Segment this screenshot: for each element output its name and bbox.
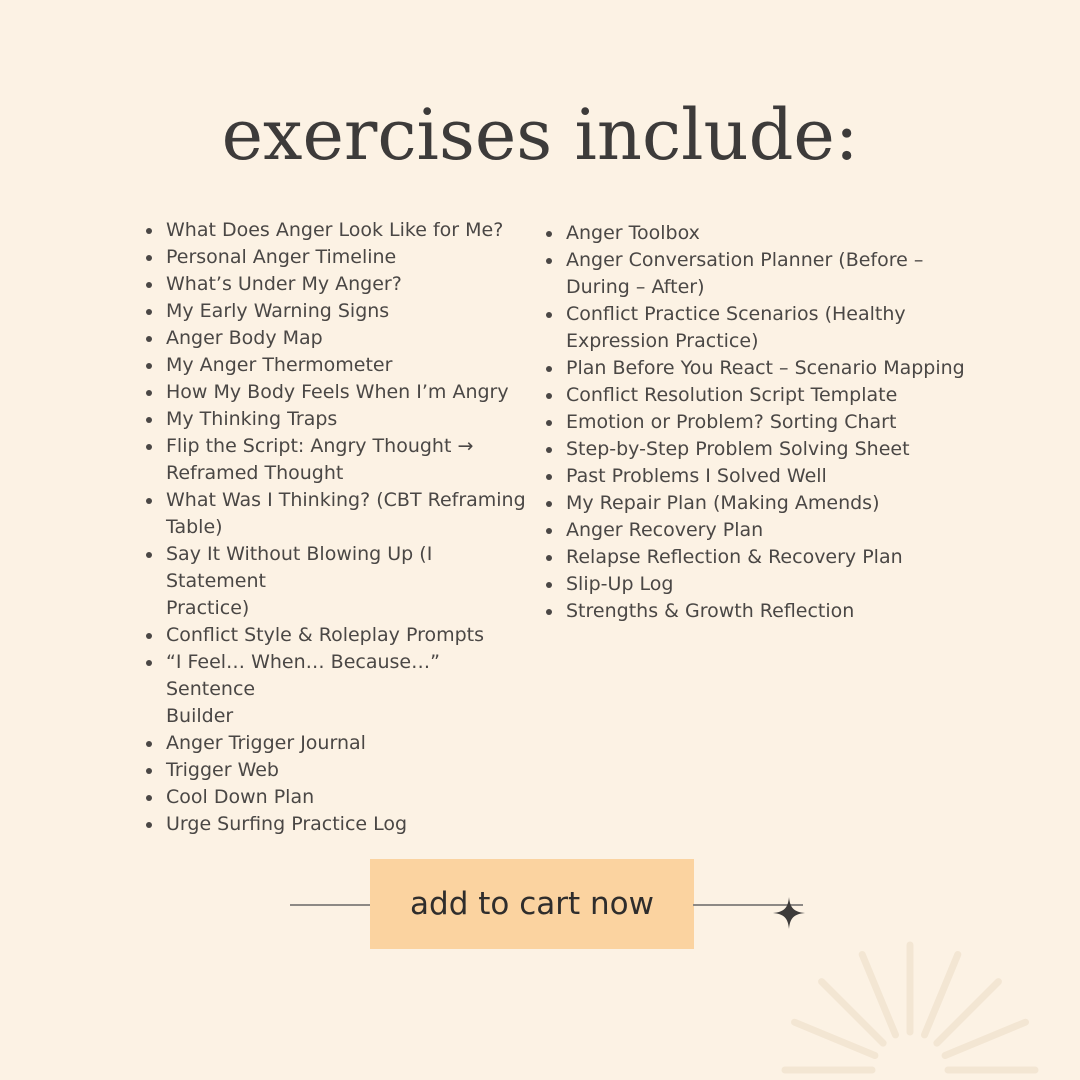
sunburst-icon	[780, 905, 1040, 1080]
list-item-text: Flip the Script: Angry Thought → Reframed Thought	[166, 435, 474, 484]
list-item	[145, 622, 530, 649]
list-item	[145, 244, 530, 271]
list-item-text: Say It Without Blowing Up (I Statement Practice)	[166, 543, 433, 619]
list-item	[145, 541, 530, 622]
list-item	[545, 247, 965, 301]
bullet-icon	[146, 309, 152, 315]
list-item	[145, 325, 530, 352]
list-item	[545, 571, 965, 598]
list-item	[145, 352, 530, 379]
bullet-icon	[546, 528, 552, 534]
bullet-icon	[146, 552, 152, 558]
bullet-icon	[146, 498, 152, 504]
bullet-icon	[146, 390, 152, 396]
list-item-text: My Early Warning Signs	[166, 300, 390, 322]
list-item-text: Plan Before You React – Scenario Mapping	[566, 357, 965, 379]
list-item-text: Anger Conversation Planner (Before – During – After)	[566, 249, 924, 298]
bullet-icon	[546, 555, 552, 561]
list-item-text: Anger Toolbox	[566, 222, 700, 244]
bullet-icon	[146, 795, 152, 801]
list-item	[545, 301, 965, 355]
list-item-text: Cool Down Plan	[166, 786, 315, 808]
list-item	[145, 811, 530, 838]
bullet-icon	[146, 282, 152, 288]
list-item-text: Slip-Up Log	[566, 573, 674, 595]
bullet-icon	[546, 231, 552, 237]
list-item	[145, 271, 530, 298]
page-title: exercises include:	[221, 94, 859, 176]
list-item	[145, 298, 530, 325]
list-item-text: What Does Anger Look Like for Me?	[166, 219, 504, 241]
list-item-text: My Anger Thermometer	[166, 354, 393, 376]
bullet-icon	[146, 363, 152, 369]
list-item-text: Anger Recovery Plan	[566, 519, 764, 541]
exercise-list-right	[545, 220, 965, 625]
bullet-icon	[546, 474, 552, 480]
list-item-text: Urge Surfing Practice Log	[166, 813, 408, 835]
list-item-text: Anger Body Map	[166, 327, 323, 349]
bullet-icon	[146, 741, 152, 747]
list-item	[545, 220, 965, 247]
bullet-icon	[546, 258, 552, 264]
bullet-icon	[146, 228, 152, 234]
list-item-text: Relapse Reflection & Recovery Plan	[566, 546, 903, 568]
bullet-icon	[546, 312, 552, 318]
list-item	[545, 517, 965, 544]
list-item-text: Anger Trigger Journal	[166, 732, 366, 754]
list-item-text: What Was I Thinking? (CBT Reframing Table)	[166, 489, 526, 538]
list-item	[545, 463, 965, 490]
list-item	[145, 379, 530, 406]
bullet-icon	[146, 768, 152, 774]
divider-line-left	[290, 904, 372, 906]
bullet-icon	[546, 447, 552, 453]
list-item-text: “I Feel… When… Because…” Sentence Builder	[166, 651, 440, 727]
bullet-icon	[146, 660, 152, 666]
list-item-text: Personal Anger Timeline	[166, 246, 397, 268]
list-item	[145, 406, 530, 433]
list-item-text: How My Body Feels When I’m Angry	[166, 381, 509, 403]
list-item-text: Emotion or Problem? Sorting Chart	[566, 411, 897, 433]
exercise-list-left	[145, 217, 530, 838]
bullet-icon	[146, 633, 152, 639]
list-item	[545, 544, 965, 571]
bullet-icon	[546, 393, 552, 399]
list-item	[545, 355, 965, 382]
list-item	[145, 487, 530, 541]
list-item	[145, 433, 530, 487]
list-item	[145, 730, 530, 757]
list-item-text: Strengths & Growth Reflection	[566, 600, 855, 622]
list-item	[545, 409, 965, 436]
bullet-icon	[146, 336, 152, 342]
list-item-text: Trigger Web	[166, 759, 279, 781]
list-item-text: Past Problems I Solved Well	[566, 465, 827, 487]
bullet-icon	[546, 501, 552, 507]
list-item	[545, 490, 965, 517]
list-item	[545, 598, 965, 625]
bullet-icon	[546, 366, 552, 372]
list-item-text: Step-by-Step Problem Solving Sheet	[566, 438, 910, 460]
bullet-icon	[546, 609, 552, 615]
list-item	[145, 649, 530, 730]
bullet-icon	[546, 582, 552, 588]
list-item-text: Conflict Practice Scenarios (Healthy Expression Practice)	[566, 303, 906, 352]
list-item-text: Conflict Style & Roleplay Prompts	[166, 624, 484, 646]
list-item	[145, 217, 530, 244]
bullet-icon	[146, 444, 152, 450]
list-item-text: My Thinking Traps	[166, 408, 338, 430]
bullet-icon	[146, 255, 152, 261]
bullet-icon	[546, 420, 552, 426]
list-item	[545, 436, 965, 463]
bullet-icon	[146, 822, 152, 828]
list-item	[145, 757, 530, 784]
list-item	[145, 784, 530, 811]
list-item-text: What’s Under My Anger?	[166, 273, 402, 295]
list-item-text: My Repair Plan (Making Amends)	[566, 492, 880, 514]
add-to-cart-button[interactable]: add to cart now	[370, 859, 694, 949]
bullet-icon	[146, 417, 152, 423]
list-item-text: Conflict Resolution Script Template	[566, 384, 898, 406]
list-item	[545, 382, 965, 409]
